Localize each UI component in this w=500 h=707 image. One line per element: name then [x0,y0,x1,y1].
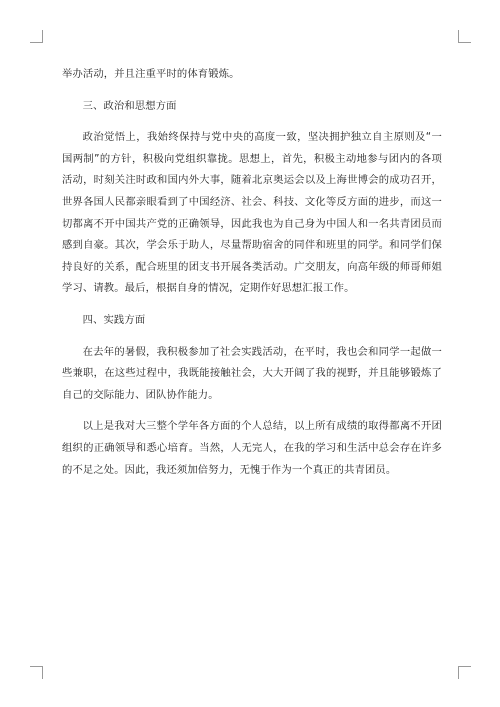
conclusion-paragraph: 以上是我对大三整个学年各方面的个人总结，以上所有成绩的取得都离不开团组织的正确领导和悉心培育。当然，人无完人，在我的学习和生活中总会存在许多的不足之处。因此，我还须加倍努力，无愧于作为一个真正的共青团员。 [62,420,442,476]
opening-line: 举办活动，并且注重平时的体育锻炼。 [62,68,240,80]
crop-mark-top-right [458,30,471,43]
section-heading-politics: 三、政治和思想方面 [82,99,177,112]
section-paragraph-politics: 政治觉悟上，我始终保持与党中央的高度一致，坚决拥护独立自主原则及“一国两制”的方针，积极向党组织靠拢。思想上，首先，积极主动地参与团内的各项活动，时刻关注时政和国内外大事，随着北京奥运会以及上海世博会的成功召开，世界各国人民都亲眼看到了中国经济、社会、科技、文化等反方面的进步，而这一切都离不开中国共产党的正确领导，因此我也为自己身为中国人和一名共青团员而感到自豪。其次，学会乐于助人，尽量帮助宿舍的同伴和班里的同学。和同学们保持良好的关系，配合班里的团支书开展各类活动。广交朋友，向高年级的师哥师姐学习、请教。最后，根据自身的情况，定期作好思想汇报工作。 [62,131,442,295]
document-body [62,64,442,481]
section-paragraph-practice: 在去年的暑假，我积极参加了社会实践活动，在平时，我也会和同学一起做一些兼职，在这些过程中，我既能接触社会，大大开阔了我的视野，并且能够锻炼了自己的交际能力、团队协作能力。 [62,345,442,401]
section-heading-practice: 四、实践方面 [82,313,146,326]
crop-mark-bottom-left [30,666,43,679]
crop-mark-top-left [30,30,43,43]
crop-mark-bottom-right [458,666,471,679]
